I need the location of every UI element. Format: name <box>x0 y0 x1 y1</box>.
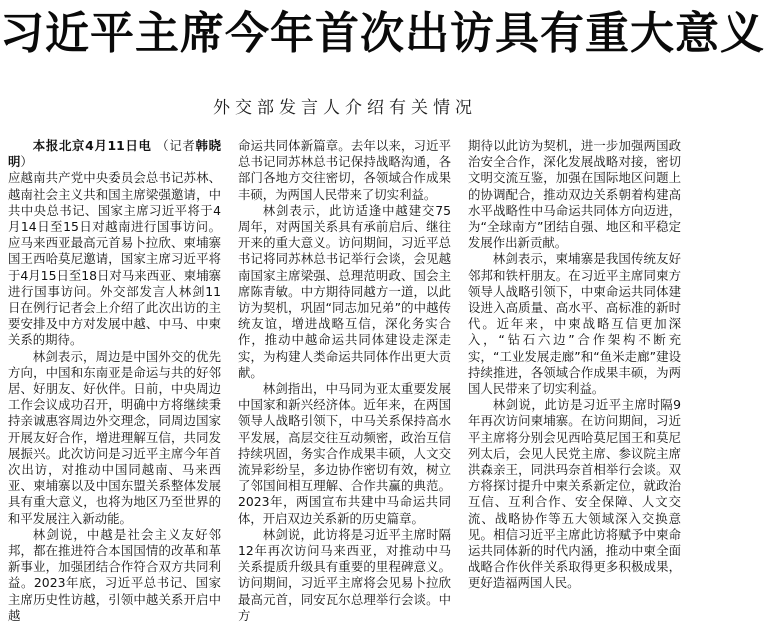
dateline: 本报北京4月11日电 <box>32 138 152 153</box>
paragraph: 命运共同体新篇章。去年以来，习近平总书记同苏林总书记保持战略沟通，各部门各地方交往密切，各领域合作成果丰硕，为两国人民带来了切实利益。 <box>238 138 451 202</box>
article-column-1 <box>8 138 221 623</box>
paragraph: 林剑说，中越是社会主义友好邻邦，都在推进符合本国国情的改革和革新事业，加强团结合作符合双方共同利益。2023年底，习近平总书记、国家主席历史性访越，引领中越关系开启中越 <box>8 526 221 623</box>
subheadline: 外交部发言人介绍有关情况 <box>213 98 477 118</box>
headline: 习近平主席今年首次出访具有重大意义 <box>0 8 765 59</box>
reporter-prefix: （记者 <box>156 138 196 153</box>
reporter-name: 韩晓明 <box>8 138 221 170</box>
article-column-3 <box>468 138 681 603</box>
paragraph: 应越南共产党中央委员会总书记苏林、越南社会主义共和国主席梁强邀请，中共中央总书记、国家主席习近平将于4月14日至15日对越南进行国事访问。应马来西亚最高元首易卜拉欣、柬埔寨国王西哈莫尼邀请，国家主席习近平将于4月15日至18日对马来西亚、柬埔寨进行国事访问。外交部发言人林剑11日在例行记者会上介绍了此次出访的主要安排及中方对发展中越、中马、中柬关系的期待。 <box>8 170 221 348</box>
paragraph: 林剑表示，此访适逢中越建交75周年，对两国关系具有承前启后、继往开来的重大意义。访问期间，习近平总书记将同苏林总书记举行会谈，会见越南国家主席梁强、总理范明政、国会主席陈青敏。中方期待同越方一道，以此访为契机，巩固“同志加兄弟”的中越传统友谊，增进战略互信，深化务实合作，推动中越命运共同体建设走深走实，为构建人类命运共同体作出更大贡献。 <box>238 202 451 380</box>
reporter-suffix: ） <box>20 154 33 170</box>
paragraph: 林剑表示，柬埔寨是我国传统友好邻邦和铁杆朋友。在习近平主席同柬方领导人战略引领下，中柬命运共同体建设进入高质量、高水平、高标准的新时代。近年来，中柬战略互信更加深入，“钻石六边”合作架构不断充实，“工业发展走廊”和“鱼米走廊”建设持续推进，各领域合作成果丰硕，为两国人民带来了切实利益。 <box>468 251 681 397</box>
paragraph: 林剑说，此访是习近平主席时隔9年再次访问柬埔寨。在访问期间，习近平主席将分别会见西哈莫尼国王和莫尼列太后，会见人民党主席、参议院主席洪森亲王，同洪玛奈首相举行会谈。双方将探讨提升中柬关系新定位，就政治互信、互利合作、安全保障、人文交流、战略协作等五大领域深入交换意见。相信习近平主席此访将赋予中柬命运共同体新的时代内涵，推动中柬全面战略合作伙伴关系取得更多积极成果，更好造福两国人民。 <box>468 397 681 591</box>
article-column-2 <box>238 138 451 623</box>
dateline-paragraph <box>8 138 221 170</box>
paragraph: 林剑表示，周边是中国外交的优先方向，中国和东南亚是命运与共的好邻居、好朋友、好伙伴。日前，中央周边工作会议成功召开，明确中方将继续秉持亲诚惠容周边外交理念，同周边国家开展友好合作，增进理解互信，共同发展振兴。此次访问是习近平主席今年首次出访，对推动中国同越南、马来西亚、柬埔寨以及中国东盟关系整体发展具有重大意义，也将为地区乃至世界的和平发展注入新动能。 <box>8 348 221 526</box>
paragraph: 林剑说，此访将是习近平主席时隔12年再次访问马来西亚，对推动中马关系提质升级具有重要的里程碑意义。访问期间，习近平主席将会见易卜拉欣最高元首，同安瓦尔总理举行会谈。中方 <box>238 526 451 623</box>
paragraph: 林剑指出，中马同为亚太重要发展中国家和新兴经济体。近年来，在两国领导人战略引领下，中马关系保持高水平发展，高层交往互动频密，政治互信持续巩固，务实合作成果丰硕，人文交流异彩纷呈，多边协作密切有效，树立了邻国间相互理解、合作共赢的典范。2023年，两国宣布共建中马命运共同体，开启双边关系新的历史篇章。 <box>238 381 451 526</box>
paragraph: 期待以此访为契机，进一步加强两国政治安全合作，深化发展战略对接，密切文明交流互鉴，加强在国际地区问题上的协调配合，推动双边关系朝着构建高水平战略性中马命运共同体方向迈进，为“全球南方”团结自强、地区和平稳定发展作出新贡献。 <box>468 138 681 251</box>
